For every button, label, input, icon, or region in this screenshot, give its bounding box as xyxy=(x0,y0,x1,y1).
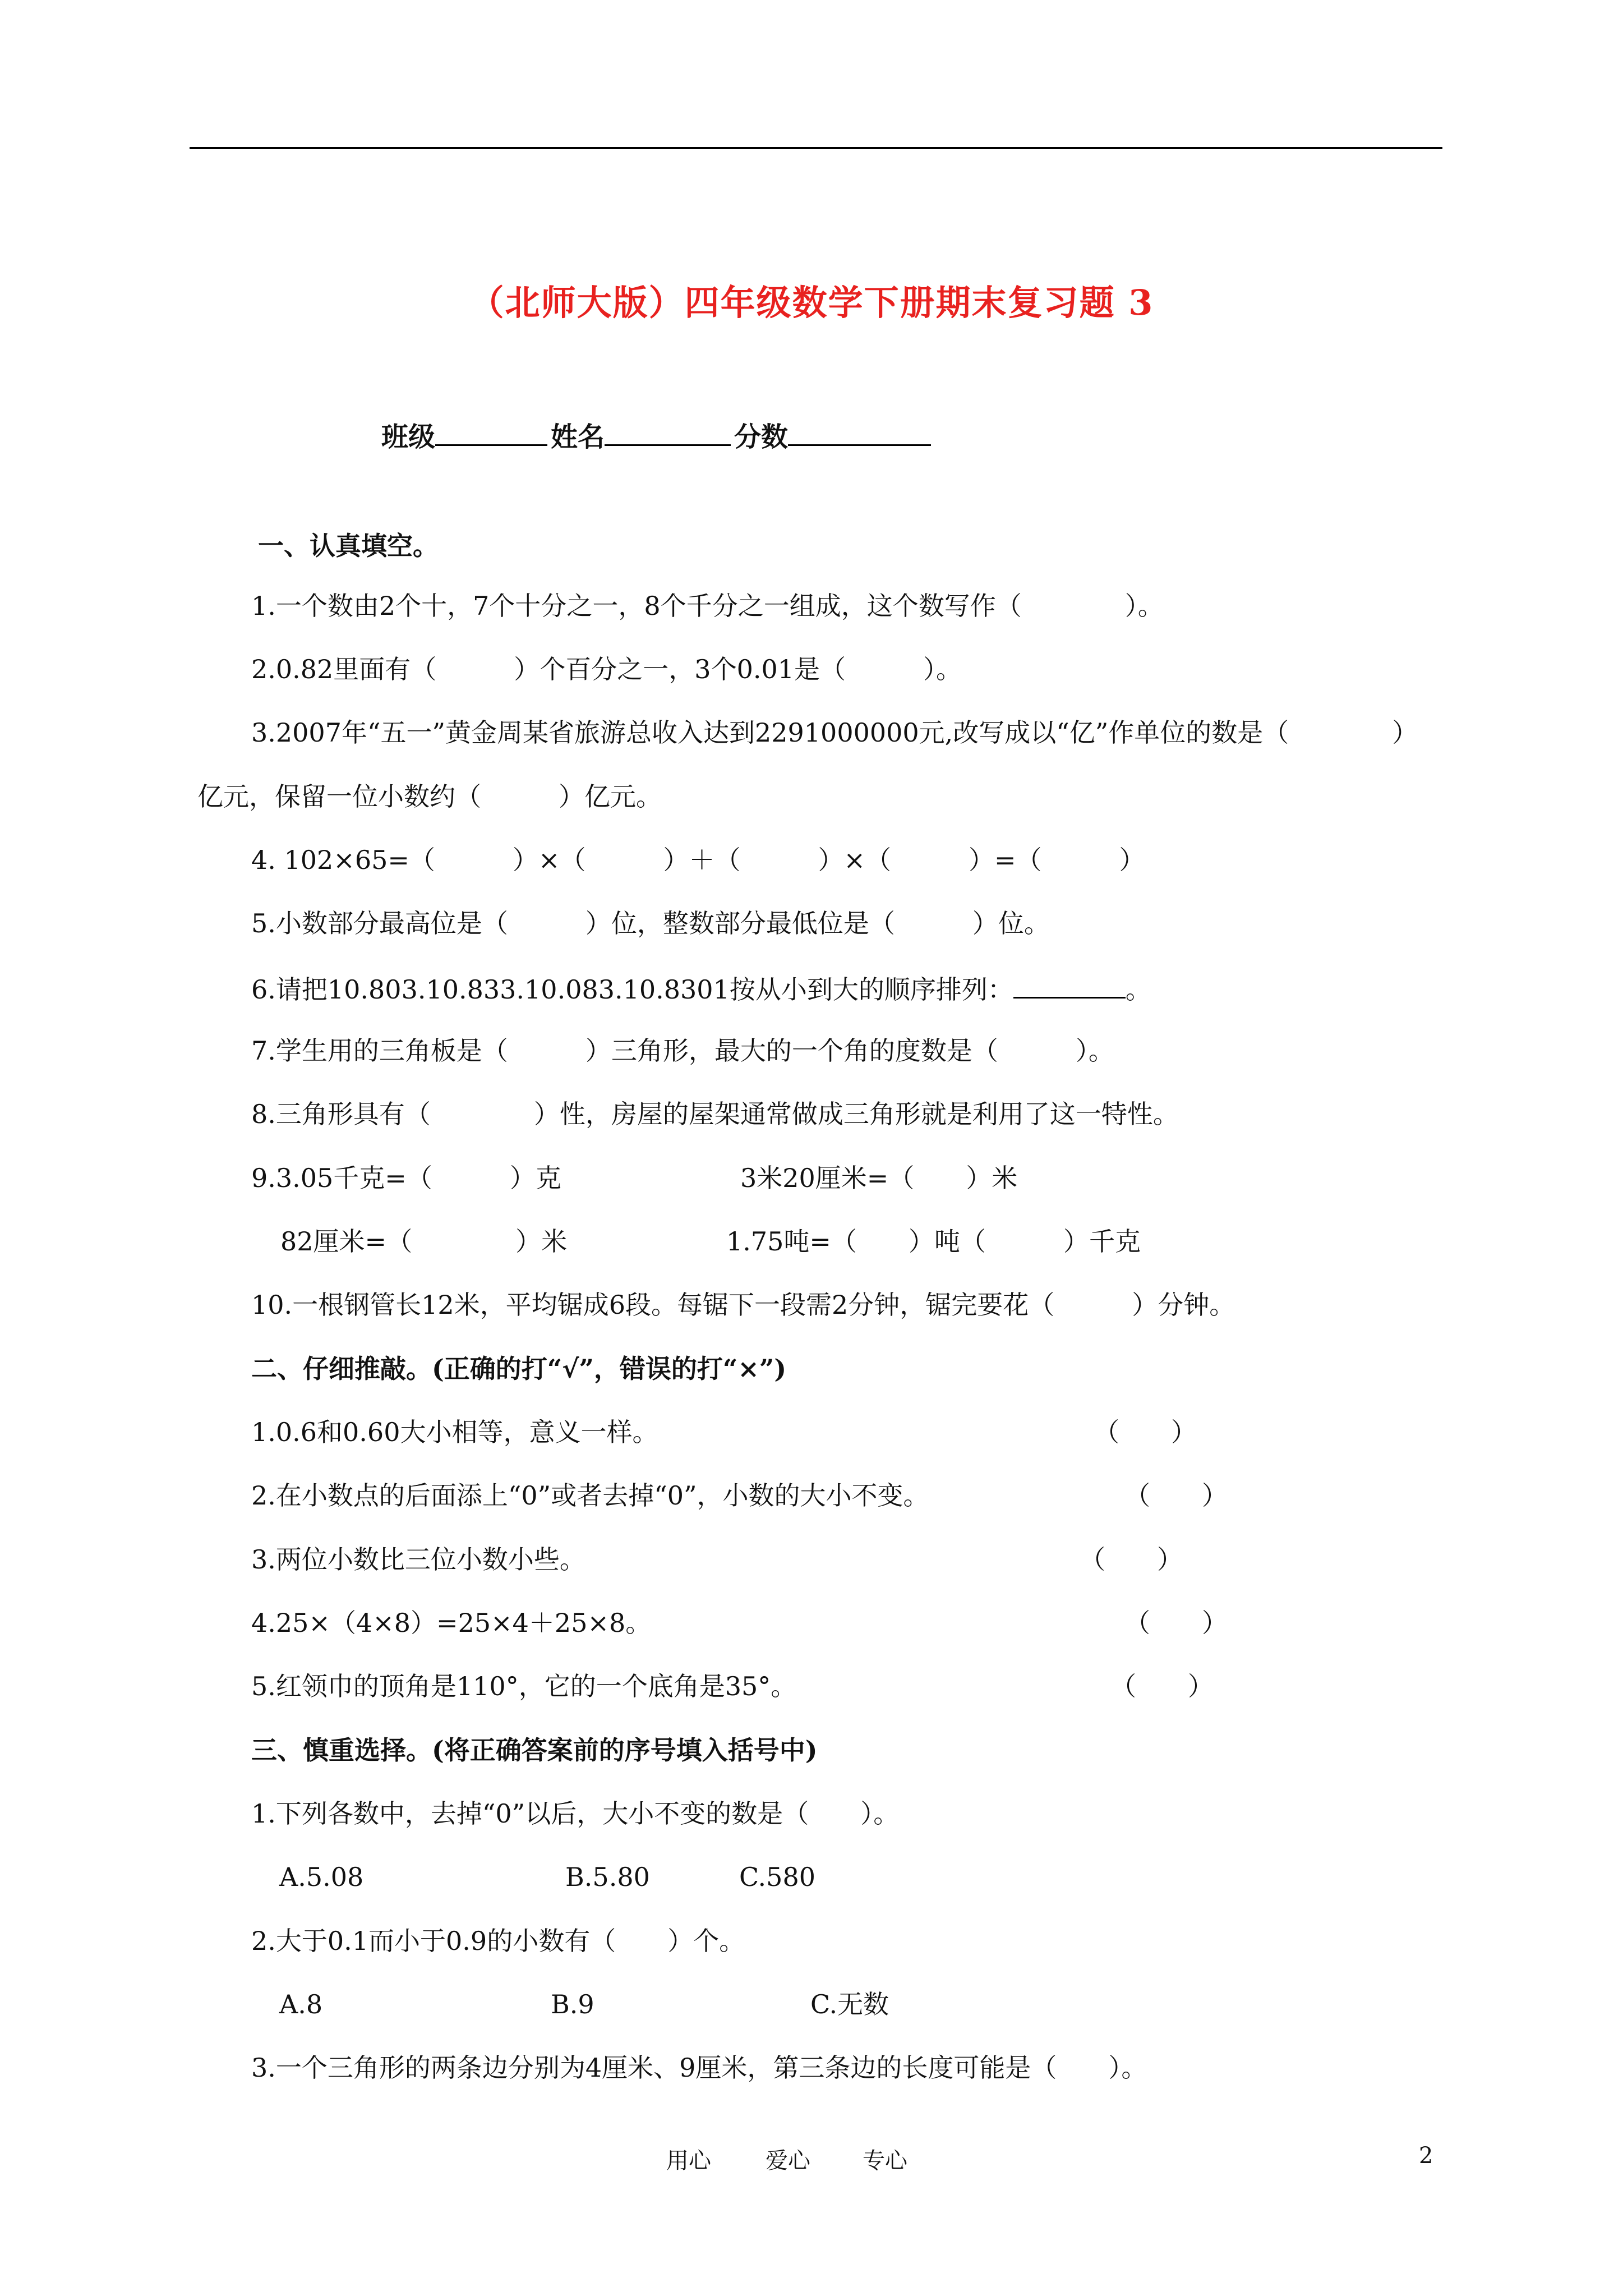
fill-question-4: 4. 102×65=（ ）×（ ）＋（ ）×（ ）=（ ） xyxy=(251,845,1145,875)
student-info-line xyxy=(381,415,934,454)
fill-question-6 xyxy=(251,974,1151,1005)
judge-answer-4[interactable]: （ ） xyxy=(1124,1608,1228,1638)
judge-question-4: 4.25×（4×8）=25×4＋25×8。 xyxy=(251,1608,652,1638)
fill-question-1: 1.一个数由2个十，7个十分之一，8个千分之一组成，这个数写作（ ）。 xyxy=(251,591,1164,621)
choice-2-option-b: B.9 xyxy=(551,1989,594,2019)
header-rule xyxy=(190,147,1442,149)
choice-2-option-c: C.无数 xyxy=(810,1989,889,2019)
judge-question-2: 2.在小数点的后面添上“0”或者去掉“0”，小数的大小不变。 xyxy=(251,1480,929,1511)
choice-1-option-b: B.5.80 xyxy=(565,1862,650,1892)
score-blank[interactable] xyxy=(788,420,931,446)
choice-1-option-a: A.5.08 xyxy=(279,1862,364,1892)
fill-question-8: 8.三角形具有（ ）性，房屋的屋架通常做成三角形就是利用了这一特性。 xyxy=(251,1099,1179,1129)
footer-motto-3: 专心 xyxy=(863,2148,907,2174)
judge-answer-1[interactable]: （ ） xyxy=(1094,1417,1197,1447)
judge-question-1: 1.0.6和0.60大小相等，意义一样。 xyxy=(251,1417,658,1447)
choice-question-2: 2.大于0.1而小于0.9的小数有（ ）个。 xyxy=(251,1926,745,1956)
footer-motto-2: 爱心 xyxy=(766,2148,810,2174)
footer-motto-1: 用心 xyxy=(666,2148,711,2174)
judge-question-5: 5.红领巾的顶角是110°，它的一个底角是35°。 xyxy=(251,1671,797,1701)
page-title: （北师大版）四年级数学下册期末复习题 3 xyxy=(469,282,1154,323)
choice-2-option-a: A.8 xyxy=(279,1989,323,2019)
fill-question-9d: 1.75吨=（ ）吨（ ）千克 xyxy=(726,1226,1141,1257)
judge-answer-5[interactable]: （ ） xyxy=(1110,1671,1214,1701)
section1-heading: 一、认真填空。 xyxy=(258,531,439,561)
judge-question-3: 3.两位小数比三位小数小些。 xyxy=(251,1544,585,1575)
section3-heading: 三、慎重选择。(将正确答案前的序号填入括号中) xyxy=(251,1735,818,1765)
judge-answer-3[interactable]: （ ） xyxy=(1080,1544,1183,1575)
judge-answer-2[interactable]: （ ） xyxy=(1124,1480,1228,1511)
fill-question-6-text: 6.请把10.803.10.833.10.083.10.8301按从小到大的顺序排列： xyxy=(251,974,1013,1005)
class-label: 班级 xyxy=(381,421,436,453)
fill-question-2: 2.0.82里面有（ ）个百分之一，3个0.01是（ ）。 xyxy=(251,654,962,684)
class-blank[interactable] xyxy=(435,420,547,446)
choice-question-1: 1.下列各数中，去掉“0”以后，大小不变的数是（ ）。 xyxy=(251,1798,900,1829)
fill-question-10: 10.一根钢管长12米，平均锯成6段。每锯下一段需2分钟，锯完要花（ ）分钟。 xyxy=(251,1290,1235,1320)
fill-question-9a: 9.3.05千克=（ ）克 xyxy=(251,1163,561,1193)
score-label: 分数 xyxy=(734,421,789,453)
section2-heading: 二、仔细推敲。(正确的打“√”，错误的打“×”) xyxy=(251,1354,787,1384)
fill-question-3-continued: 亿元，保留一位小数约（ ）亿元。 xyxy=(197,781,662,812)
name-blank[interactable] xyxy=(605,420,731,446)
fill-question-9b: 3米20厘米=（ ）米 xyxy=(740,1163,1018,1193)
page-number: 2 xyxy=(1419,2143,1433,2169)
fill-question-5: 5.小数部分最高位是（ ）位，整数部分最低位是（ ）位。 xyxy=(251,908,1050,938)
choice-question-3: 3.一个三角形的两条边分别为4厘米、9厘米，第三条边的长度可能是（ ）。 xyxy=(251,2053,1147,2083)
fill-question-6-end: 。 xyxy=(1125,974,1151,1005)
fill-question-7: 7.学生用的三角板是（ ）三角形，最大的一个角的度数是（ ）。 xyxy=(251,1036,1114,1066)
name-label: 姓名 xyxy=(551,421,605,453)
fill-question-3: 3.2007年“五一”黄金周某省旅游总收入达到2291000000元,改写成以“亿”作单位的数是（ ） xyxy=(251,717,1418,748)
fill-question-9c: 82厘米=（ ）米 xyxy=(280,1226,568,1257)
choice-1-option-c: C.580 xyxy=(739,1862,815,1892)
ordering-answer-blank[interactable] xyxy=(1013,974,1126,999)
